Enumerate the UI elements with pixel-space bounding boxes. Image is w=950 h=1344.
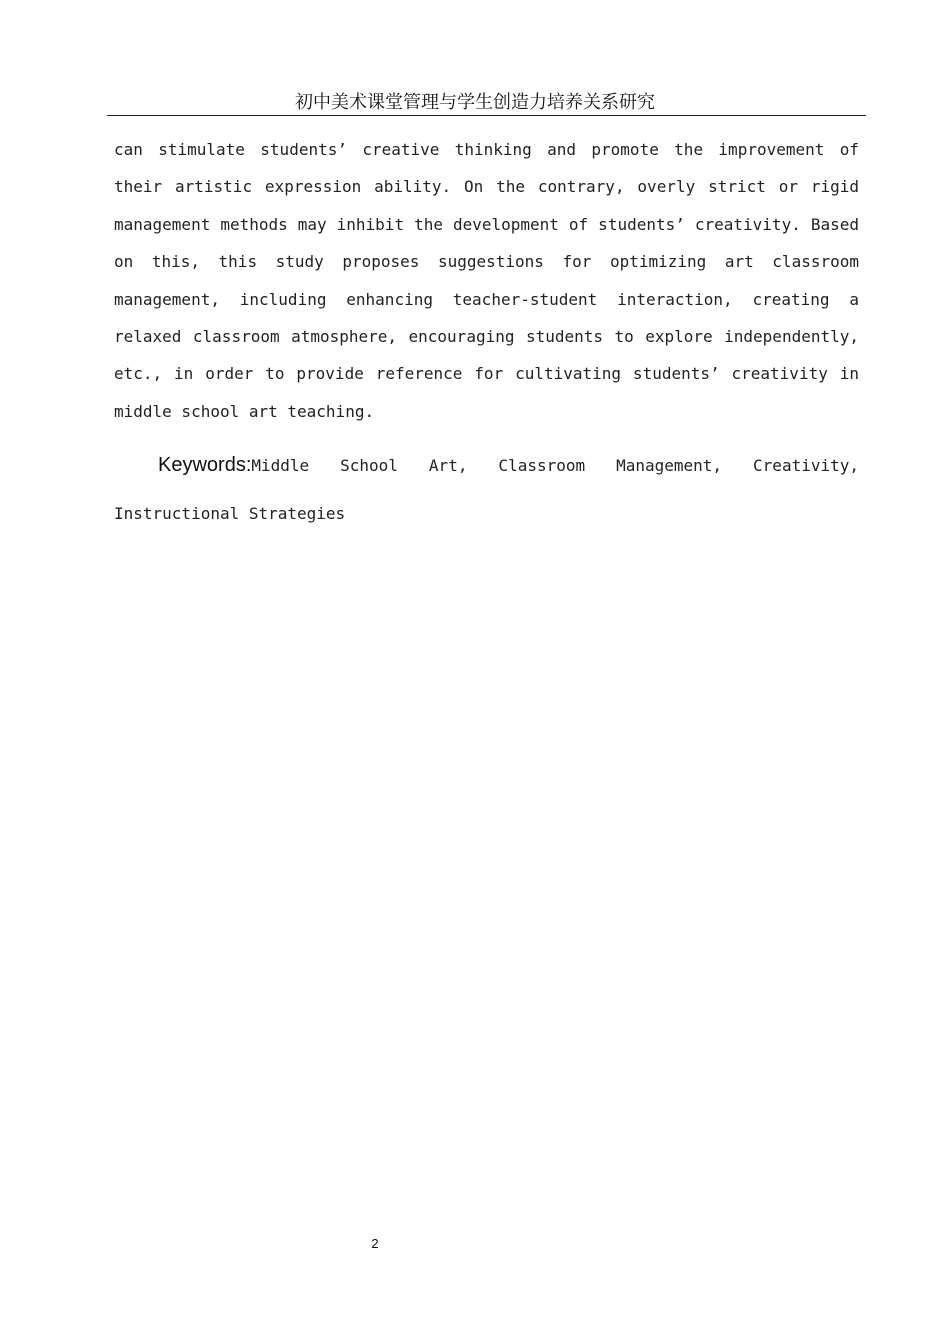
keywords-label: Keywords:	[158, 454, 252, 476]
keywords-line	[114, 441, 859, 538]
keywords-list: Middle School Art, Classroom Management, Creativity, Instructional Strategies	[114, 456, 859, 523]
running-header-title: 初中美术课堂管理与学生创造力培养关系研究	[295, 92, 655, 113]
abstract-paragraph: can stimulate students’ creative thinking and promote the improvement of their artistic expression ability. On the contrary, overly strict or rigid management methods may inhibit the development of students’ creativity. Based on this, this study proposes suggestions for optimizing art classroom management, including enhancing teacher-student interaction, creating a relaxed classroom atmosphere, encouraging students to explore independently, etc., in order to provide reference for cultivating students’ creativity in middle school art teaching.	[114, 140, 859, 421]
header-divider	[107, 115, 866, 116]
page-number: 2	[371, 1236, 379, 1251]
